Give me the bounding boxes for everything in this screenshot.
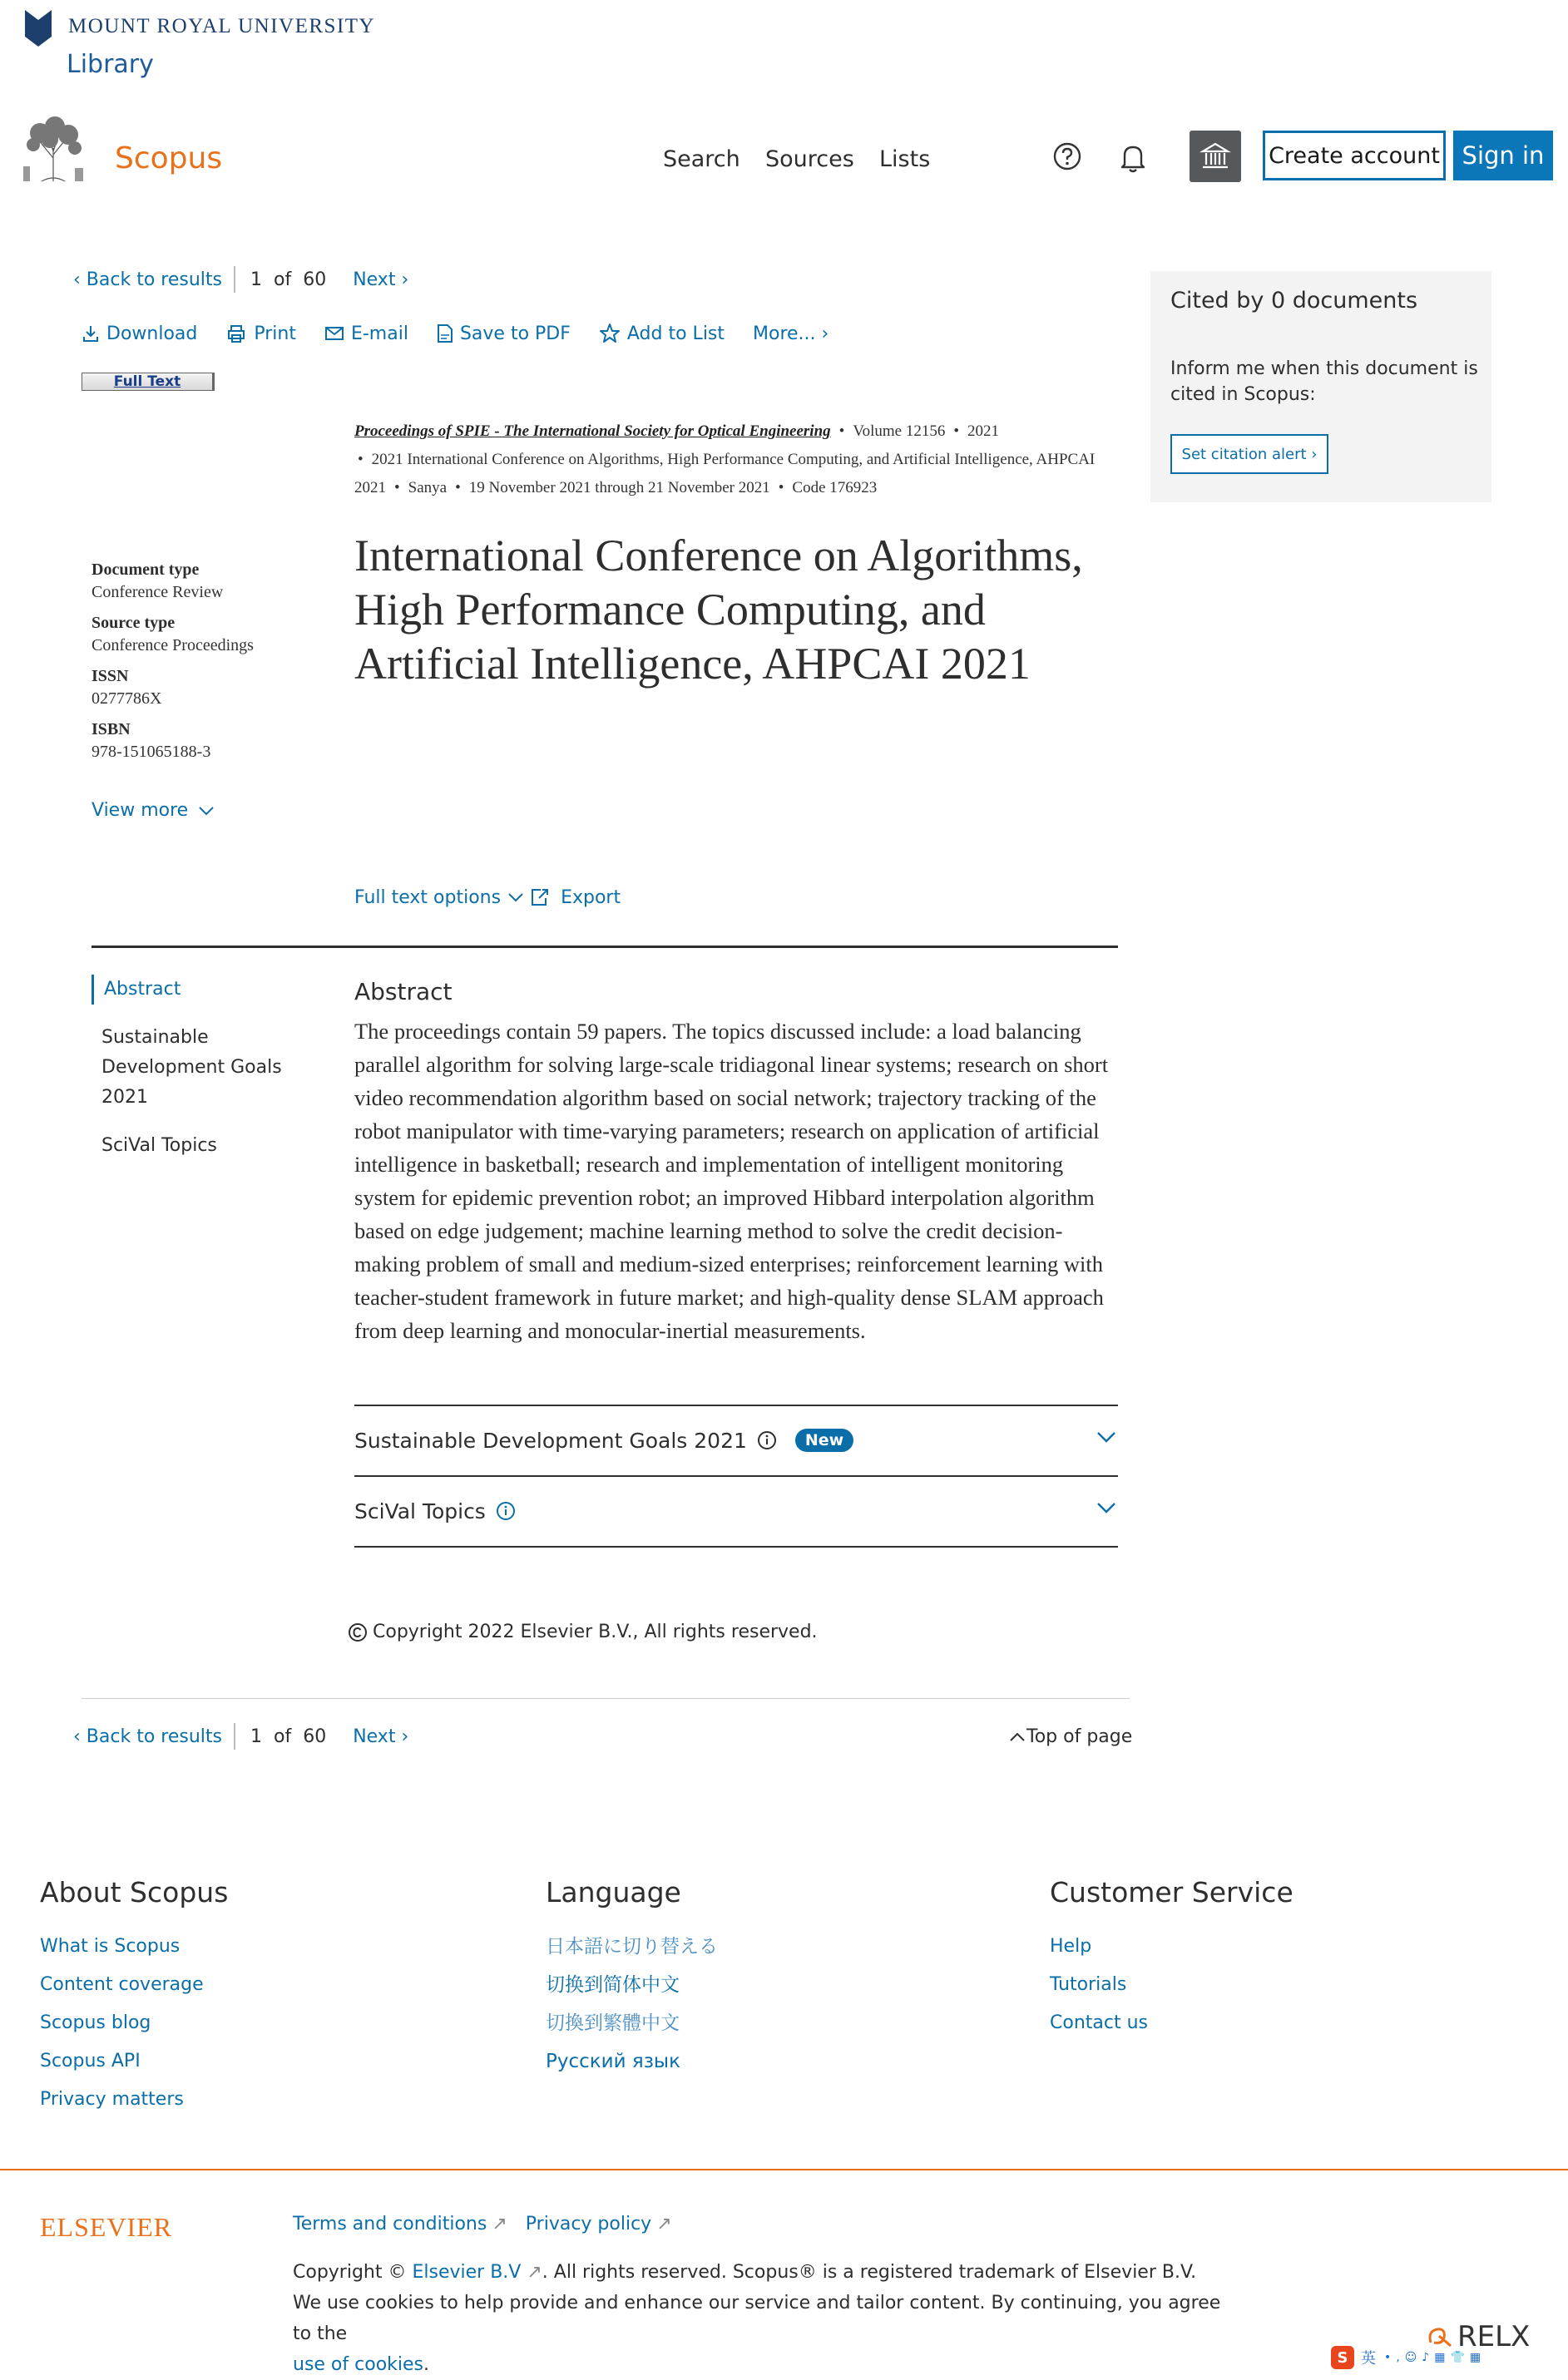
document-options bbox=[354, 886, 621, 908]
add-to-list-button[interactable]: Add to List bbox=[599, 323, 725, 344]
volume: Volume 12156 bbox=[853, 422, 946, 440]
chevron-up-icon bbox=[1008, 1731, 1026, 1744]
footer-link-content-coverage[interactable]: Content coverage bbox=[40, 1974, 204, 1995]
footer-link-tutorials[interactable]: Tutorials bbox=[1050, 1974, 1127, 1995]
footer-link-what-is-scopus[interactable]: What is Scopus bbox=[40, 1936, 181, 1957]
divider bbox=[354, 1546, 1118, 1548]
set-citation-alert-button[interactable]: Set citation alert › bbox=[1170, 434, 1328, 474]
divider bbox=[234, 1723, 235, 1750]
conference-name: 2021 International Conference on Algorithms, High Performance Computing, and Artificial Intelligence, AHPCAI 2021 bbox=[354, 451, 1096, 496]
elsevier-tree-logo[interactable] bbox=[17, 115, 90, 185]
print-button[interactable]: Print bbox=[225, 323, 296, 344]
mail-icon bbox=[324, 325, 344, 342]
ime-toolbar[interactable] bbox=[1331, 2343, 1566, 2372]
document-actions bbox=[82, 323, 857, 344]
chevron-down-icon bbox=[196, 804, 216, 817]
star-icon bbox=[599, 323, 621, 344]
help-icon[interactable] bbox=[1052, 141, 1082, 171]
scopus-logo[interactable]: Scopus bbox=[115, 141, 223, 175]
section-nav bbox=[92, 975, 324, 1179]
footer-customer-service-heading: Customer Service bbox=[1050, 1876, 1293, 1908]
footer-link-privacy-matters[interactable]: Privacy matters bbox=[40, 2089, 184, 2110]
nav-lists[interactable]: Lists bbox=[879, 146, 931, 172]
institution-icon bbox=[1199, 141, 1231, 172]
nav-search[interactable]: Search bbox=[663, 146, 740, 172]
journal-link[interactable]: Proceedings of SPIE - The International Society for Optical Engineering bbox=[354, 422, 831, 440]
institution-button[interactable] bbox=[1190, 131, 1241, 182]
scival-accordion[interactable]: SciVal Topics bbox=[354, 1476, 1118, 1546]
export-link[interactable]: Export bbox=[529, 886, 621, 908]
use-of-cookies-link[interactable]: use of cookies bbox=[293, 2354, 423, 2375]
year: 2021 bbox=[967, 422, 999, 440]
bell-icon[interactable] bbox=[1118, 141, 1148, 173]
library-link[interactable]: Library bbox=[67, 50, 154, 79]
doc-type-label: Document type bbox=[92, 560, 200, 579]
full-text-button[interactable]: Full Text bbox=[82, 373, 215, 391]
footer-about-heading: About Scopus bbox=[40, 1876, 229, 1908]
chevron-right-icon: › bbox=[395, 1726, 409, 1747]
back-to-results-link[interactable]: ‹ Back to results bbox=[73, 269, 222, 290]
nav-sources[interactable]: Sources bbox=[765, 146, 854, 172]
sogou-icon: S bbox=[1331, 2346, 1354, 2369]
divider bbox=[82, 1698, 1130, 1699]
language-traditional-chinese[interactable]: 切換到繁體中文 bbox=[546, 2012, 680, 2034]
external-link-icon: ↗ bbox=[656, 2214, 672, 2234]
legal-links bbox=[293, 2214, 690, 2234]
relx-logo[interactable]: RELX bbox=[1426, 2320, 1530, 2353]
page-title: International Conference on Algorithms, High Performance Computing, and Artificial Intelligence, AHPCAI 2021 bbox=[354, 531, 1083, 689]
section-nav-scival[interactable]: SciVal Topics bbox=[101, 1135, 217, 1156]
footer-language-heading: Language bbox=[546, 1876, 681, 1908]
abstract-text: The proceedings contain 59 papers. The topics discussed include: a load balancing parallel algorithm for solving large-scale tridiagonal linear systems; research on short video recommendation algorithm based on social network; trajectory tracking of the robot manipulator with time-varying parameters; research on application of artificial intelligence in basketball; research and implementation of intelligent monitoring system for epidemic prevention robot; an improved Hibbard interpolation algorithm based on edge judgement; machine learning method to solve the credit decision-making problem of small and medium-sized enterprises; reinforcement learning with teacher-student framework in future market; and high-quality dense SLAM approach from deep learning and monocular-inertial measurements. bbox=[354, 1019, 1109, 1343]
footer-about-links bbox=[40, 1936, 204, 2127]
ime-toolbar-icons: •‚☺♪▦👕▦ bbox=[1384, 2351, 1486, 2364]
conference-dates: 19 November 2021 through 21 November 2021 bbox=[468, 479, 770, 496]
back-to-results-link[interactable]: ‹ Back to results bbox=[73, 1726, 222, 1747]
download-icon bbox=[82, 324, 100, 343]
divider bbox=[234, 266, 235, 293]
issn-value: 0277786X bbox=[92, 689, 162, 708]
footer-customer-service-links bbox=[1050, 1936, 1148, 2051]
chevron-down-icon[interactable] bbox=[1095, 1499, 1118, 1516]
footer-link-help[interactable]: Help bbox=[1050, 1936, 1092, 1957]
privacy-policy-link[interactable]: Privacy policy bbox=[525, 2214, 652, 2234]
conference-code: Code 176923 bbox=[792, 479, 878, 496]
pager-bottom bbox=[73, 1723, 408, 1750]
full-text-options-link[interactable]: Full text options bbox=[354, 886, 502, 908]
download-button[interactable]: Download bbox=[82, 323, 197, 344]
chevron-right-icon: › bbox=[815, 323, 829, 344]
pager-top bbox=[73, 266, 408, 293]
external-link-icon: ↗ bbox=[492, 2214, 507, 2234]
language-russian[interactable]: Русский язык bbox=[546, 2051, 680, 2072]
copyright-icon: © bbox=[388, 2262, 407, 2283]
language-simplified-chinese[interactable]: 切换到简体中文 bbox=[546, 1974, 680, 1996]
result-position: 1 of 60 bbox=[250, 269, 327, 290]
section-nav-abstract[interactable]: Abstract bbox=[92, 975, 324, 1005]
document-metadata bbox=[92, 549, 308, 762]
section-nav-sdg[interactable]: Sustainable Development Goals 2021 bbox=[101, 1027, 282, 1108]
cited-by-title: Cited by 0 documents bbox=[1170, 288, 1418, 314]
next-link[interactable]: Next › bbox=[353, 1726, 409, 1747]
info-icon[interactable] bbox=[496, 1501, 516, 1521]
cited-by-panel bbox=[1150, 271, 1491, 502]
view-more-link[interactable]: View more bbox=[92, 800, 216, 821]
footer-link-scopus-api[interactable]: Scopus API bbox=[40, 2051, 141, 2071]
pdf-icon bbox=[437, 323, 453, 343]
more-actions-button[interactable]: More... › bbox=[753, 323, 829, 344]
copyright-notice: Copyright 2022 Elsevier B.V., All rights reserved. bbox=[348, 1622, 818, 1642]
footer-divider bbox=[0, 2169, 1568, 2170]
top-of-page-link[interactable]: Top of page bbox=[1008, 1726, 1132, 1747]
chevron-down-icon[interactable] bbox=[1095, 1429, 1118, 1445]
export-icon bbox=[529, 886, 551, 908]
print-icon bbox=[225, 324, 247, 343]
save-pdf-button[interactable]: Save to PDF bbox=[437, 323, 571, 344]
issn-label: ISSN bbox=[92, 667, 129, 685]
chevron-down-icon[interactable] bbox=[506, 891, 526, 904]
create-account-button[interactable]: Create account bbox=[1263, 131, 1446, 180]
legal-text: Copyright © Elsevier B.V ↗. All rights reserved. Scopus® is a registered trademark of Elsevier B.V. We use cookies to help provide and enhance our service and tailor content. By continuing, you agree to the use of cookies. bbox=[293, 2262, 1221, 2375]
source-type-value: Conference Proceedings bbox=[92, 636, 254, 654]
elsevier-bv-link[interactable]: Elsevier B.V bbox=[412, 2262, 522, 2283]
chevron-left-icon: ‹ bbox=[73, 1726, 87, 1747]
isbn-label: ISBN bbox=[92, 720, 131, 738]
new-badge: New bbox=[795, 1429, 853, 1452]
email-button[interactable]: E-mail bbox=[324, 323, 408, 344]
doc-type-value: Conference Review bbox=[92, 583, 224, 601]
cited-by-description: Inform me when this document is cited in Scopus: bbox=[1170, 358, 1478, 405]
source-type-label: Source type bbox=[92, 614, 176, 632]
terms-link[interactable]: Terms and conditions bbox=[293, 2214, 487, 2234]
footer-language-links bbox=[546, 1936, 718, 2089]
chevron-right-icon: › bbox=[395, 269, 409, 290]
external-link-icon: ↗ bbox=[521, 2262, 542, 2283]
result-position: 1 of 60 bbox=[250, 1726, 327, 1747]
abstract-heading: Abstract bbox=[354, 978, 453, 1005]
footer-link-scopus-blog[interactable]: Scopus blog bbox=[40, 2012, 151, 2033]
language-japanese[interactable]: 日本語に切り替える bbox=[546, 1936, 718, 1958]
university-name[interactable]: MOUNT ROYAL UNIVERSITY bbox=[68, 15, 376, 37]
next-link[interactable]: Next › bbox=[353, 269, 409, 290]
source-info: Proceedings of SPIE - The International Society for Optical Engineering • Volume 12156 • 2021 • 2021 International Conference on Algorithms, High Performance Computing, and Artificial Intelligence, AHPCAI 2021 • Sanya • 19 November 2021 through 21 November 2021 • Code 176923 bbox=[354, 422, 1096, 496]
chevron-left-icon: ‹ bbox=[73, 269, 87, 290]
info-icon[interactable] bbox=[757, 1430, 777, 1450]
location: Sanya bbox=[408, 479, 448, 496]
isbn-value: 978-151065188-3 bbox=[92, 743, 211, 761]
sdg-accordion[interactable]: Sustainable Development Goals 2021 New bbox=[354, 1405, 1118, 1475]
elsevier-logo[interactable]: ELSEVIER bbox=[40, 2212, 173, 2242]
chevron-right-icon: › bbox=[1306, 445, 1318, 463]
copyright-icon bbox=[348, 1622, 368, 1642]
section-divider bbox=[92, 946, 1118, 948]
footer-link-contact-us[interactable]: Contact us bbox=[1050, 2012, 1148, 2033]
shield-icon bbox=[25, 10, 52, 47]
ime-language-indicator: 英 bbox=[1361, 2350, 1376, 2368]
sign-in-button[interactable]: Sign in bbox=[1453, 131, 1553, 180]
